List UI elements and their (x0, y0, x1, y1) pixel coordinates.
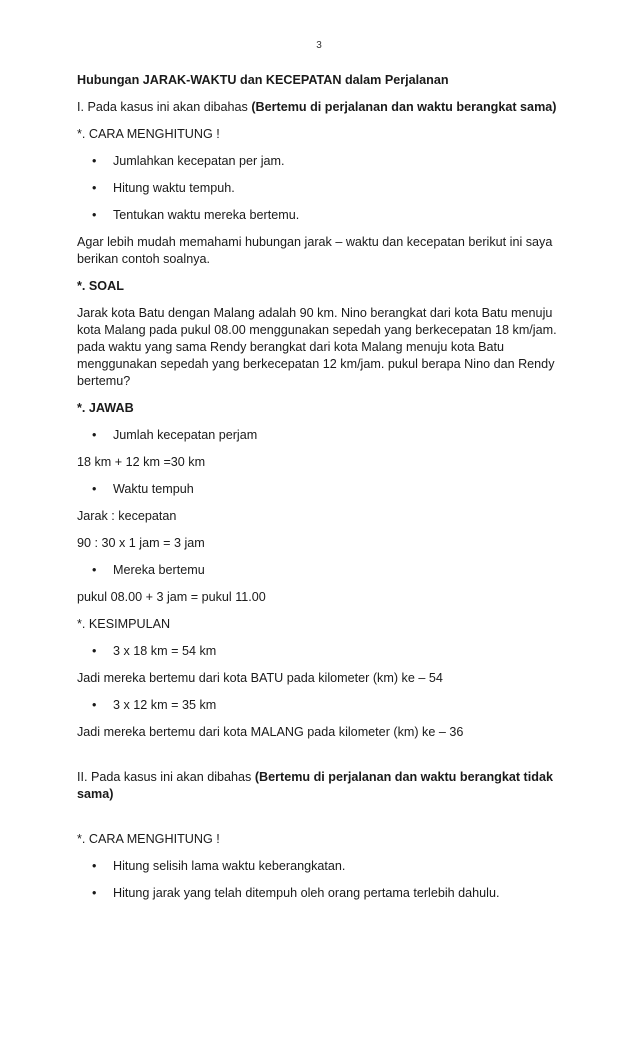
case1-explanation: Agar lebih mudah memahami hubungan jarak – waktu dan kecepatan berikut ini saya berikan contoh soalnya. (77, 235, 553, 266)
jawab-line-rumus: Jarak : kecepatan (77, 509, 177, 523)
jawab-line-bertemu: pukul 08.00 + 3 jam = pukul 11.00 (77, 590, 266, 604)
kesimpulan-bullet-batu: • 3 x 18 km = 54 km (77, 643, 567, 660)
case1-intro-emphasis: (Bertemu di perjalanan dan waktu berangkat sama) (251, 100, 557, 114)
soal-text: Jarak kota Batu dengan Malang adalah 90 km. Nino berangkat dari kota Batu menuju kota Malang pada pukul 08.00 menggunakan sepedah yang berkecepatan 18 km/jam. pada waktu yang sama Rendy berangkat dari kota Malang menuju kota Batu menggunakan sepedah yang berkecepatan 12 km/jam. pukul berapa Nino dan Rendy bertemu? (77, 306, 557, 388)
jawab-bullet-bertemu: • Mereka bertemu (77, 562, 567, 579)
case2-intro (77, 769, 567, 803)
jawab-line-jumlah: 18 km + 12 km =30 km (77, 455, 206, 469)
document-title: Hubungan JARAK-WAKTU dan KECEPATAN dalam Perjalanan (77, 73, 449, 87)
case1-intro-text: I. Pada kasus ini akan dibahas (77, 100, 252, 114)
case2-cara-heading: *. CARA MENGHITUNG ! (77, 832, 220, 846)
case1-cara-item: • Tentukan waktu mereka bertemu. (77, 207, 567, 224)
page-number: 3 (316, 40, 322, 51)
jawab-bullet-jumlah: • Jumlah kecepatan perjam (77, 427, 567, 444)
case2-cara-item: • Hitung selisih lama waktu keberangkatan. (77, 858, 567, 875)
case1-intro (77, 99, 567, 116)
jawab-heading: *. JAWAB (77, 401, 134, 415)
case2-intro-text: II. Pada kasus ini akan dibahas (77, 770, 255, 784)
section-spacer (77, 813, 567, 831)
document-body (77, 72, 567, 912)
jawab-line-waktu: 90 : 30 x 1 jam = 3 jam (77, 536, 205, 550)
case2-cara-item: • Hitung jarak yang telah ditempuh oleh orang pertama terlebih dahulu. (77, 885, 567, 902)
section-spacer (77, 751, 567, 769)
case1-cara-heading: *. CARA MENGHITUNG ! (77, 127, 220, 141)
case2-intro-emphasis: (Bertemu di perjalanan dan waktu berangkat tidak sama) (77, 770, 553, 801)
kesimpulan-bullet-malang: • 3 x 12 km = 35 km (77, 697, 567, 714)
case1-cara-item: • Hitung waktu tempuh. (77, 180, 567, 197)
jawab-bullet-waktu: • Waktu tempuh (77, 481, 567, 498)
kesimpulan-line-batu: Jadi mereka bertemu dari kota BATU pada kilometer (km) ke – 54 (77, 671, 443, 685)
case1-cara-item: • Jumlahkan kecepatan per jam. (77, 153, 567, 170)
kesimpulan-line-malang: Jadi mereka bertemu dari kota MALANG pada kilometer (km) ke – 36 (77, 725, 464, 739)
kesimpulan-heading: *. KESIMPULAN (77, 617, 171, 631)
soal-heading: *. SOAL (77, 279, 124, 293)
